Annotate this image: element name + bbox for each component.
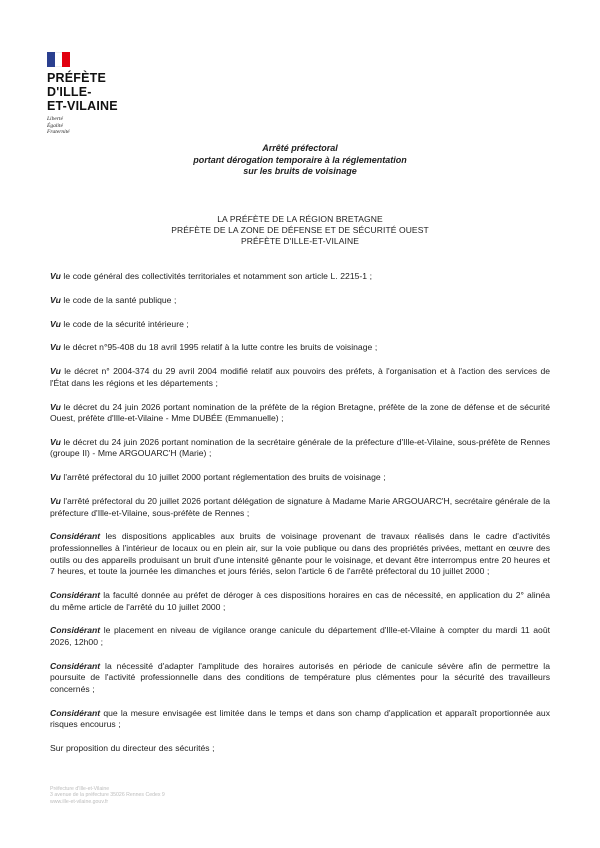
preamble-paragraph (50, 661, 550, 696)
preamble-paragraph (50, 625, 550, 648)
motto-line: Liberté (47, 116, 63, 122)
prefecture-name-line: D'ILLE- (47, 85, 92, 99)
paragraph-text: l'arrêté préfectoral du 20 juillet 2026 portant délégation de signature à Madame Marie ARGOUARC'H, secrétaire générale de la préfecture d'Ille-et-Vilaine, sous-préfète de Rennes ; (50, 496, 550, 518)
paragraph-text: le placement en niveau de vigilance orange canicule du département d'Ille-et-Vilaine à compter du mardi 11 août 2026, 12h00 ; (50, 625, 550, 647)
preamble-paragraph (50, 437, 550, 460)
paragraph-text: que la mesure envisagée est limitée dans le temps et dans son champ d'application et apparaît proportionnée aux risques encourus ; (50, 707, 550, 730)
motto-line: Fraternité (47, 129, 70, 135)
footer-line: www.ille-et-vilaine.gouv.fr (50, 798, 109, 805)
paragraph-text: le code de la santé publique ; (60, 294, 177, 305)
prefecture-logo (47, 52, 177, 136)
paragraph-lead-word: Considérant (50, 625, 101, 636)
preamble-body (50, 271, 550, 755)
paragraph-text: la faculté donnée au préfet de déroger à ces dispositions horaires en cas de nécessité, en application du 2° alinéa du même article de l'arrêté du 10 juillet 2000 ; (50, 589, 550, 612)
republic-motto (47, 116, 177, 136)
preamble-paragraph (50, 590, 550, 613)
preamble-paragraph (50, 342, 550, 354)
title-line: sur les bruits de voisinage (243, 166, 357, 176)
page-footer (50, 786, 270, 805)
paragraph-lead-word: Vu (50, 496, 61, 507)
paragraph-text: la nécessité d'adapter l'amplitude des horaires autorisés en période de canicule sévère afin de permettre la poursuite de l'activité professionnelle dans des conditions de température plus clémentes pour la sécurité des travailleurs concernés ; (50, 660, 550, 694)
paragraph-lead-word: Vu (50, 401, 61, 412)
paragraph-lead-word: Vu (50, 342, 61, 353)
prefecture-name-line: ET-VILAINE (47, 99, 118, 113)
paragraph-lead-word: Vu (50, 271, 61, 281)
document-title (0, 143, 600, 178)
preamble-paragraph (50, 319, 550, 331)
preamble-paragraph (50, 295, 550, 307)
footer-line: Préfecture d'Ille-et-Vilaine (50, 786, 110, 792)
paragraph-text: Sur proposition du directeur des sécurités ; (50, 743, 215, 754)
paragraph-text: le décret n° 2004-374 du 29 avril 2004 modifié relatif aux pouvoirs des préfets, à l'organisation et à l'action des services de l'État dans les régions et les départements ; (50, 366, 550, 388)
paragraph-lead-word: Vu (50, 472, 61, 483)
prefecture-name (47, 71, 177, 113)
paragraph-text: le décret du 24 juin 2026 portant nomination de la secrétaire générale de la préfecture d'Ille-et-Vilaine, sous-préfète de Rennes (groupe II) - Mme ARGOUARC'H (Marie) ; (50, 436, 550, 459)
authority-line: PRÉFÈTE DE LA ZONE DE DÉFENSE ET DE SÉCURITÉ OUEST (171, 225, 429, 235)
paragraph-text: le décret du 24 juin 2026 portant nomination de la préfète de la région Bretagne, préfète de la zone de défense et de sécurité Ouest, préfète d'Ille-et-Vilaine - Mme DUBÉE (Emmanuelle) ; (50, 401, 550, 424)
footer-line: 3 avenue de la préfecture 35026 Rennes Cedex 9 (50, 792, 165, 799)
prefecture-name-line: PRÉFÈTE (47, 71, 107, 85)
preamble-paragraph (50, 402, 550, 425)
paragraph-text: les dispositions applicables aux bruits de voisinage provenant de travaux réalisés dans le cadre d'activités professionnelles à l'intérieur de locaux ou en plein air, sur la voie publique ou dans des propriétés privées, mettant en œuvre des outils ou des appareils produisant un bruit d'une intensité gênante pour le voisinage, et devant être interrompus entre 20 heures et 7 heures, et toute la journée les dimanches et jours fériés, selon l'article 6 de l'arrêté préfectoral du 10 juillet 2000 ; (50, 531, 550, 577)
title-line: portant dérogation temporaire à la réglementation (193, 154, 407, 165)
paragraph-text: le code général des collectivités territoriales et notamment son article L. 2215-1 ; (60, 271, 373, 281)
preamble-paragraph (50, 708, 550, 731)
paragraph-lead-word: Considérant (50, 589, 101, 600)
preamble-paragraph (50, 743, 550, 755)
paragraph-text: le décret n°95-408 du 18 avril 1995 relatif à la lutte contre les bruits de voisinage ; (60, 342, 378, 353)
preamble-paragraph (50, 496, 550, 519)
authority-line: LA PRÉFÈTE DE LA RÉGION BRETAGNE (217, 214, 383, 224)
paragraph-lead-word: Vu (50, 366, 61, 377)
paragraph-lead-word: Vu (50, 294, 61, 305)
paragraph-text: le code de la sécurité intérieure ; (60, 318, 189, 329)
paragraph-lead-word: Considérant (50, 531, 101, 542)
preamble-paragraph (50, 271, 550, 283)
title-line: Arrêté préfectoral (262, 143, 338, 153)
paragraph-lead-word: Vu (50, 318, 61, 329)
motto-line: Égalité (47, 122, 63, 129)
paragraph-text: l'arrêté préfectoral du 10 juillet 2000 portant réglementation des bruits de voisinage ; (60, 472, 386, 483)
paragraph-lead-word: Considérant (50, 707, 101, 718)
paragraph-lead-word: Considérant (50, 660, 101, 671)
authority-line: PRÉFÈTE D'ILLE-ET-VILAINE (241, 236, 359, 246)
preamble-paragraph (50, 531, 550, 577)
preamble-paragraph (50, 472, 550, 484)
issuing-authority (0, 214, 600, 247)
marianne-flag-icon (47, 52, 70, 67)
paragraph-lead-word: Vu (50, 436, 61, 447)
preamble-paragraph (50, 366, 550, 389)
